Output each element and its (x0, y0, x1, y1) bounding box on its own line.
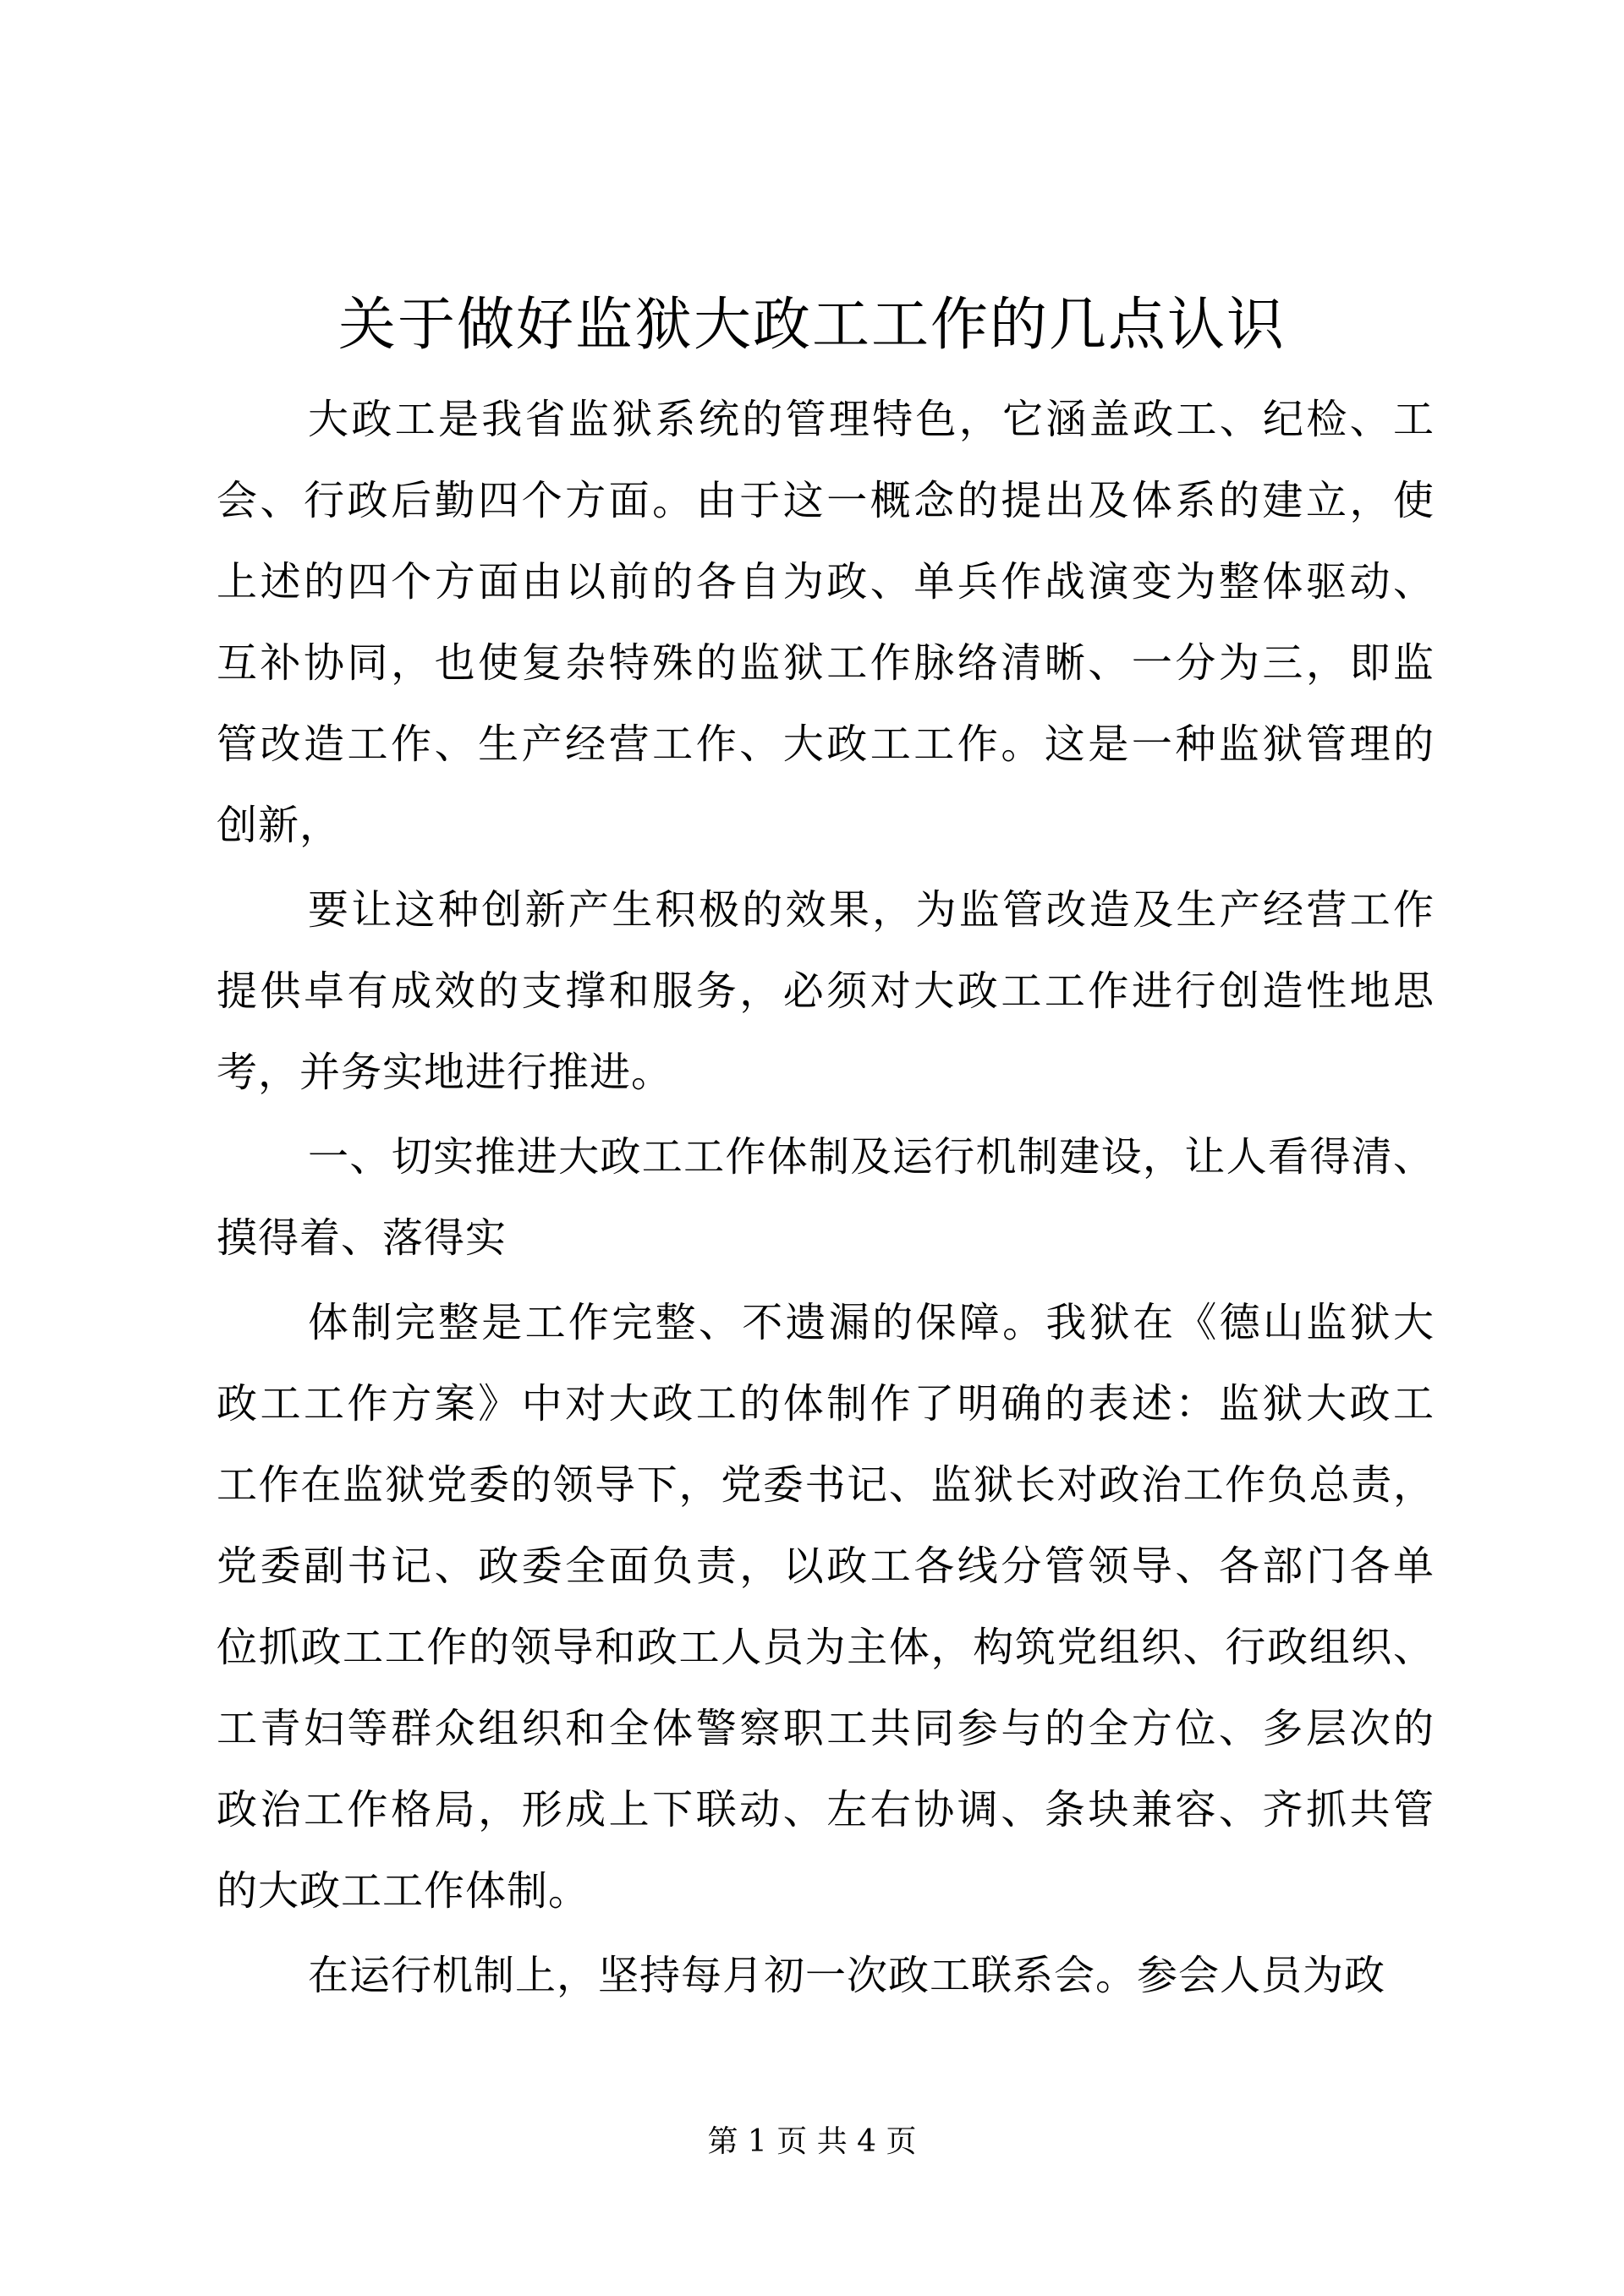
paragraph-5 (217, 1935, 1435, 2016)
text-line: 党委副书记、政委全面负责，以政工各线分管领导、各部门各单 (217, 1543, 1435, 1590)
paragraph-4 (217, 1282, 1435, 1932)
text-line: 位抓政工工作的领导和政工人员为主体，构筑党组织、行政组织、 (217, 1624, 1435, 1671)
text-line: 上述的四个方面由以前的各自为政、单兵作战演变为整体驱动、 (217, 558, 1435, 606)
text-line: 提供卓有成效的支撑和服务，必须对大政工工作进行创造性地思 (217, 967, 1435, 1015)
document-title: 关于做好监狱大政工工作的几点认识 (337, 292, 1286, 359)
document-body (217, 379, 1435, 2019)
paragraph-2 (217, 869, 1435, 1113)
text-line: 工青妇等群众组织和全体警察职工共同参与的全方位、多层次的 (217, 1705, 1435, 1752)
text-line: 创新， (217, 802, 342, 849)
paragraph-3-heading (217, 1116, 1435, 1279)
text-line: 体制完整是工作完整、不遗漏的保障。我狱在《德山监狱大 (308, 1299, 1435, 1346)
text-line: 工作在监狱党委的领导下，党委书记、监狱长对政治工作负总责， (217, 1461, 1435, 1509)
text-line: 政治工作格局，形成上下联动、左右协调、条块兼容、齐抓共管 (217, 1786, 1435, 1833)
text-line: 一、切实推进大政工工作体制及运行机制建设，让人看得清、 (308, 1133, 1435, 1181)
page-footer: 第 1 页 共 4 页 (707, 2124, 917, 2159)
text-line: 考，并务实地进行推进。 (217, 1049, 673, 1096)
text-line: 要让这种创新产生积极的效果，为监管改造及生产经营工作 (308, 886, 1435, 934)
text-line: 大政工是我省监狱系统的管理特色，它涵盖政工、纪检、工 (308, 396, 1435, 443)
text-line: 在运行机制上，坚持每月初一次政工联系会。参会人员为政 (308, 1952, 1386, 1999)
text-line: 管改造工作、生产经营工作、大政工工作。这是一种监狱管理的 (217, 721, 1435, 768)
text-line: 政工工作方案》中对大政工的体制作了明确的表述：监狱大政工 (217, 1380, 1435, 1427)
paragraph-1 (217, 379, 1435, 866)
text-line: 的大政工工作体制。 (217, 1867, 590, 1915)
text-line: 互补协同，也使复杂特殊的监狱工作脉络清晰、一分为三，即监 (217, 639, 1435, 687)
text-line: 会、行政后勤四个方面。由于这一概念的提出及体系的建立，使 (217, 477, 1435, 524)
text-line: 摸得着、落得实 (217, 1214, 508, 1262)
